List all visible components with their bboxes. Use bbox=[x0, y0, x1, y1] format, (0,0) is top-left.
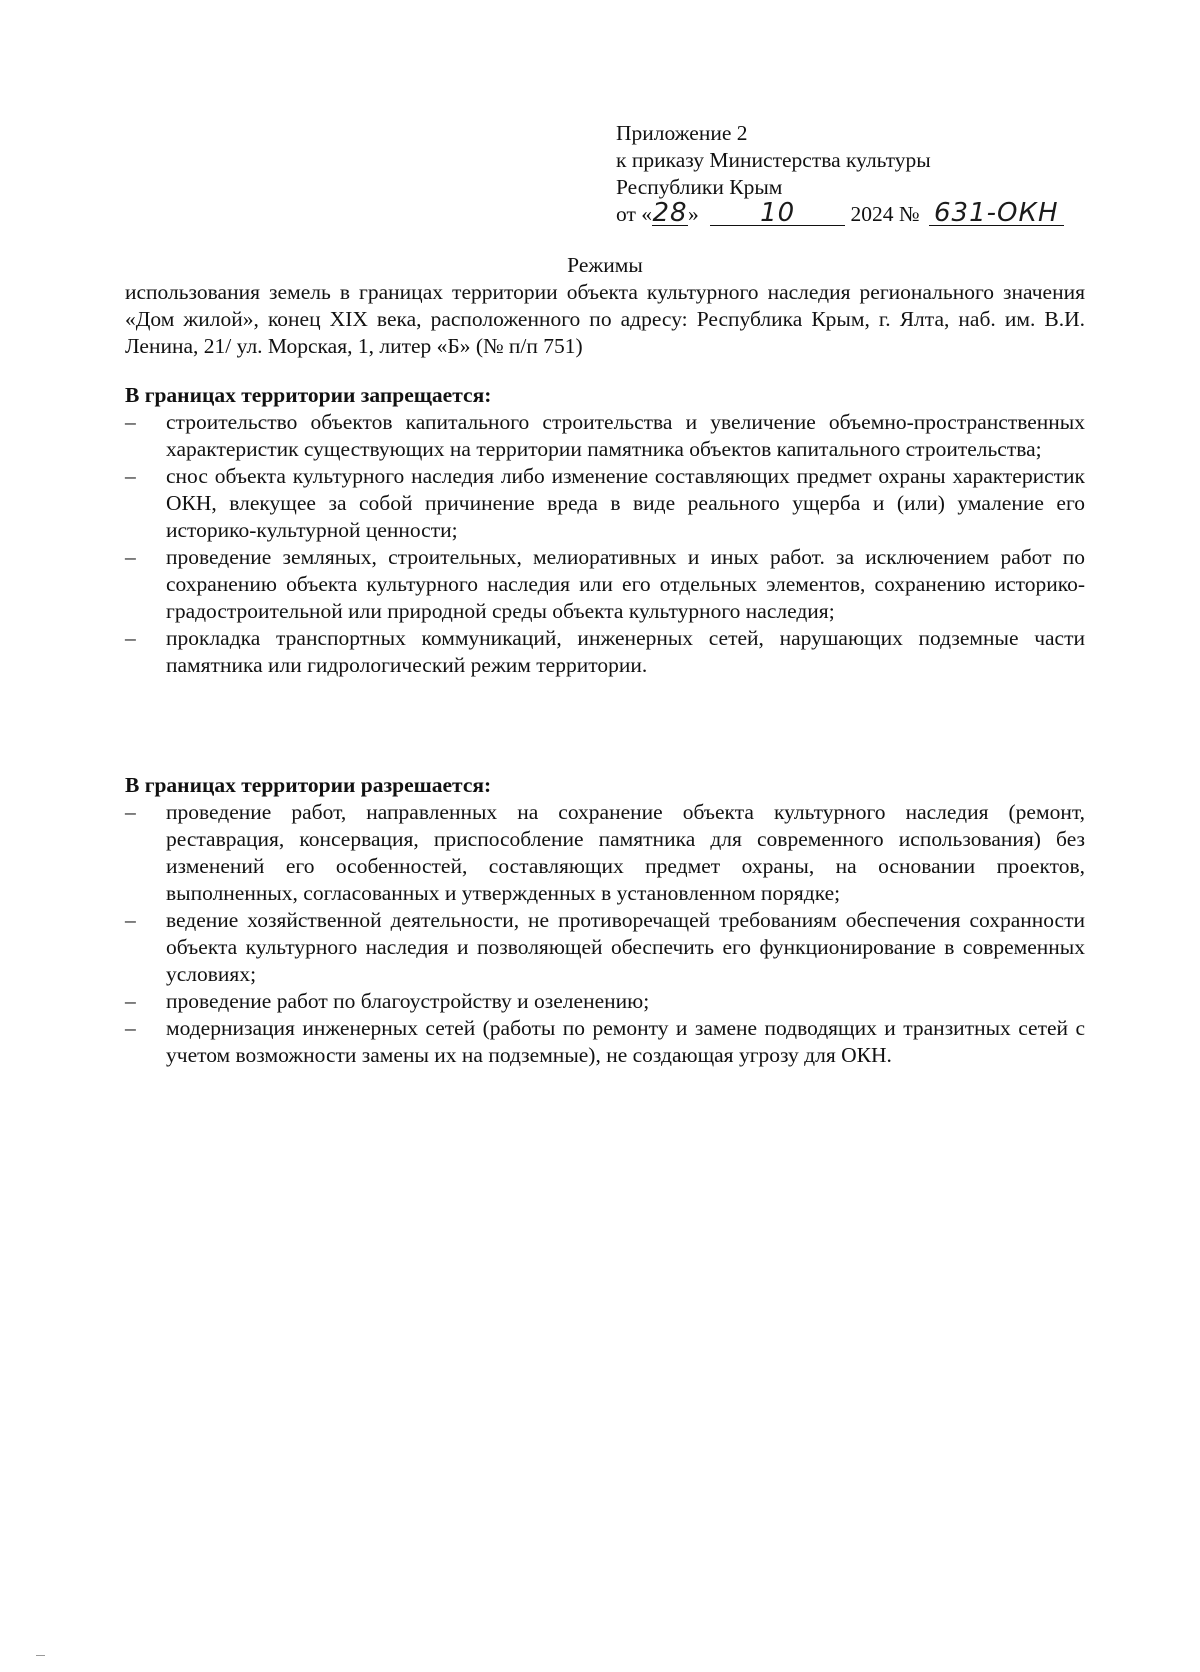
document-title: Режимы bbox=[567, 253, 643, 277]
dash-marker: – bbox=[125, 464, 136, 488]
list-item bbox=[125, 1015, 1085, 1069]
document-heading bbox=[125, 252, 1085, 360]
list-item bbox=[125, 463, 1085, 544]
list-item bbox=[125, 625, 1085, 679]
dash-marker: – bbox=[125, 545, 136, 569]
list-item-text: модернизация инженерных сетей (работы по ремонту и замене подводящих и транзитных сетей с учетом возможности замены их на подземные), не создающая угрозу для ОКН. bbox=[166, 1016, 1085, 1067]
dash-marker: – bbox=[125, 908, 136, 932]
handwritten-day: 28 bbox=[652, 198, 688, 228]
approval-block bbox=[616, 120, 1116, 228]
handwritten-month: 10 bbox=[710, 201, 845, 226]
appendix-label: Приложение 2 bbox=[616, 121, 748, 145]
prohibited-list bbox=[125, 409, 1085, 679]
permitted-section bbox=[125, 772, 1085, 1069]
list-item bbox=[125, 544, 1085, 625]
dash-marker: – bbox=[125, 626, 136, 650]
prohibited-title: В границах территории запрещается: bbox=[125, 383, 492, 407]
list-item-text: ведение хозяйственной деятельности, не противоречащей требованиям обеспечения сохранности объекта культурного наследия и позволяющей обеспечить его функционирование в современных условиях; bbox=[166, 908, 1085, 986]
list-item bbox=[125, 799, 1085, 907]
date-quote-close: » bbox=[688, 202, 699, 226]
republic-name: Республики Крым bbox=[616, 175, 783, 199]
list-item bbox=[125, 907, 1085, 988]
dash-marker: – bbox=[125, 800, 136, 824]
list-item-text: проведение земляных, строительных, мелиоративных и иных работ. за исключением работ по сохранению объекта культурного наследия или его отдельных элементов, сохранению историко-градостроительной или природной среды объекта культурного наследия; bbox=[166, 545, 1085, 623]
permitted-title: В границах территории разрешается: bbox=[125, 773, 492, 797]
dash-marker: – bbox=[125, 989, 136, 1013]
date-prefix: от « bbox=[616, 202, 652, 226]
permitted-list bbox=[125, 799, 1085, 1069]
list-item-text: проведение работ, направленных на сохранение объекта культурного наследия (ремонт, реставрация, консервация, приспособление памятника для современного использования) без изменений его особенностей, составляющих предмет охраны, на основании проектов, выполненных, согласованных и утвержденных в установленном порядке; bbox=[166, 800, 1085, 905]
prohibited-section bbox=[125, 382, 1085, 679]
list-item bbox=[125, 409, 1085, 463]
handwritten-order-number: 631-ОКН bbox=[929, 201, 1064, 226]
list-item-text: прокладка транспортных коммуникаций, инженерных сетей, нарушающих подземные части памятника или гидрологический режим территории. bbox=[166, 626, 1085, 677]
order-reference: к приказу Министерства культуры bbox=[616, 148, 931, 172]
list-item-text: строительство объектов капитального строительства и увеличение объемно-пространственных характеристик существующих на территории памятника объектов капитального строительства; bbox=[166, 410, 1085, 461]
list-item bbox=[125, 988, 1085, 1015]
dash-marker: – bbox=[125, 410, 136, 434]
scan-edge-mark bbox=[36, 1655, 45, 1656]
document-subject: использования земель в границах территории объекта культурного наследия регионального значения «Дом жилой», конец XIX века, расположенного по адресу: Республика Крым, г. Ялта, наб. им. В.И. Ленина, 21/ ул. Морская, 1, литер «Б» (№ п/п 751) bbox=[125, 280, 1085, 358]
list-item-text: проведение работ по благоустройству и озеленению; bbox=[166, 989, 650, 1013]
list-item-text: снос объекта культурного наследия либо изменение составляющих предмет охраны характеристик ОКН, влекущее за собой причинение вреда в виде реального ущерба и (или) умаление его историко-культурной ценности; bbox=[166, 464, 1085, 542]
order-date-line bbox=[616, 198, 1116, 228]
year-and-number-sign: 2024 № bbox=[850, 202, 920, 226]
dash-marker: – bbox=[125, 1016, 136, 1040]
